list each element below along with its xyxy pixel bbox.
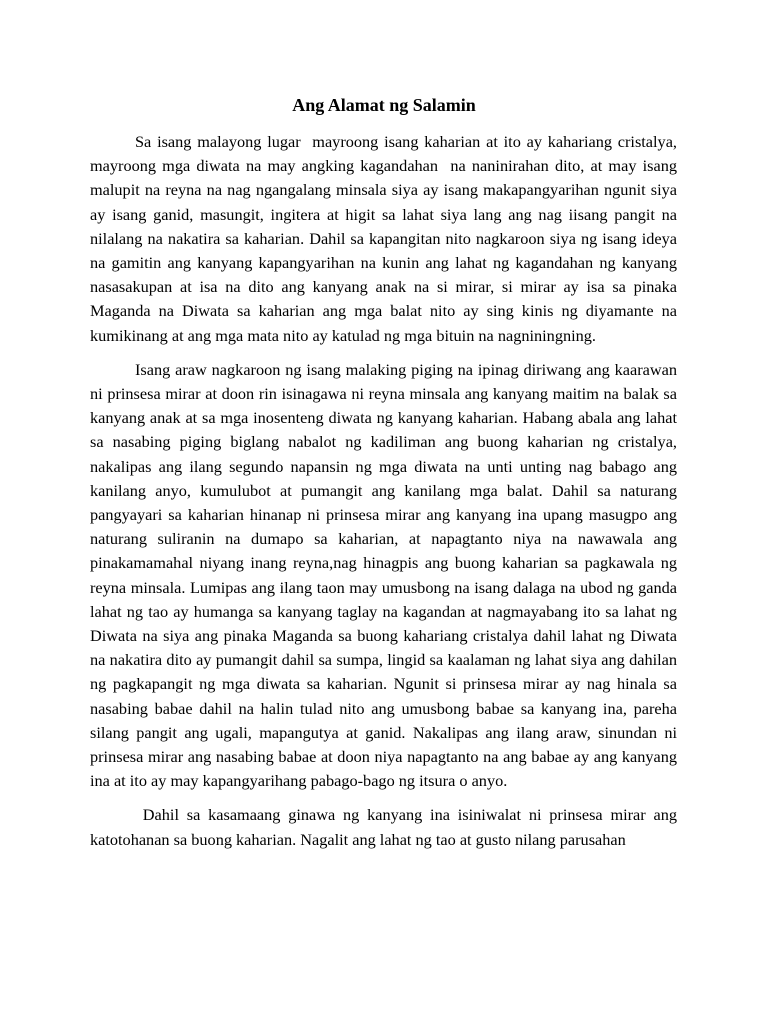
paragraph-2: Isang araw nagkaroon ng isang malaking piging na ipinag diriwang ang kaarawan ni prinsesa mirar at doon rin isinagawa ni reyna minsala ang kanyang maitim na balak sa kanyang anak at sa mga inosenteng diwata ng kanyang kaharian. Habang abala ang lahat sa nasabing piging biglang nabalot ng kadiliman ang buong kaharian ng cristalya, nakalipas ang ilang segundo napansin ng mga diwata na unti unting nag babago ang kanilang anyo, kumulubot at pumangit ang kanilang mga balat. Dahil sa naturang pangyayari sa kaharian hinanap ni prinsesa mirar ang kanyang ina upang masugpo ang naturang suliranin na dumapo sa kaharian, at napagtanto niya na nawawala ang pinakamamahal niyang inang reyna,nag hinagpis ang buong kaharian sa pagkawala ng reyna minsala. Lumipas ang ilang taon may umusbong na isang dalaga na ubod ng ganda lahat ng tao ay humanga sa kanyang taglay na kagandan at nagmayabang ito sa lahat ng Diwata na siya ang pinaka Maganda sa buong kahariang cristalya dahil lahat ng Diwata na nakatira dito ay pumangit dahil sa sumpa, lingid sa kaalaman ng lahat siya ang dahilan ng pagkapangit ng mga diwata sa kaharian. Ngunit si prinsesa mirar ay nag hinala sa nasabing babae dahil na halin tulad nito ang umusbong babae sa kanyang ina, pareha silang pangit ang ugali, mapangutya at ganid. Nakalipas ang ilang araw, sinundan ni prinsesa mirar ang nasabing babae at doon niya napagtanto na ang babae ay ang kanyang ina at ito ay may kapangyarihang pabago-bago ng itsura o anyo. xyxy=(90,359,682,791)
document-body xyxy=(90,130,682,862)
paragraph-3: Dahil sa kasamaang ginawa ng kanyang ina isiniwalat ni prinsesa mirar ang katotohanan sa buong kaharian. Nagalit ang lahat ng tao at gusto nilang parusahan xyxy=(90,805,682,849)
document-title: Ang Alamat ng Salamin xyxy=(292,95,476,115)
paragraph-1: Sa isang malayong lugar mayroong isang kaharian at ito ay kahariang cristalya, mayroong mga diwata na may angking kagandahan na naninirahan dito, at may isang malupit na reyna na nag ngangalang minsala siya ay isang makapangyarihan ngunit siya ay isang ganid, masungit, ingitera at higit sa lahat siya lang ang nag iisang pangit na nilalang na nakatira sa kaharian. Dahil sa kapangitan nito nagkaroon siya ng isang ideya na gamitin ang kanyang kapangyarihan na kunin ang lahat ng kagandahan ng kanyang nasasakupan at isa na dito ang kanyang anak na si mirar, si mirar ay isa sa pinaka Maganda na Diwata sa kaharian ang mga balat nito ay sing kinis ng diyamante na kumikinang at ang mga mata nito ay katulad ng mga bituin na nagniningning. xyxy=(90,132,682,345)
